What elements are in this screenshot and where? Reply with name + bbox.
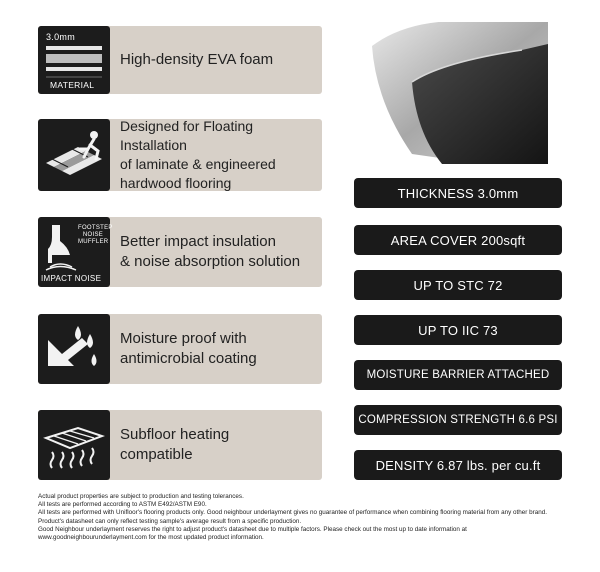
feature-line: hardwood flooring	[120, 175, 232, 191]
spec-thickness: THICKNESS 3.0mm	[354, 178, 562, 208]
footnote-line: Product's datasheet can only reflect testing sample's average result from a specific production.	[38, 517, 302, 525]
feature-card-heating	[38, 410, 322, 480]
impact-noise-label: IMPACT NOISE	[41, 274, 102, 283]
spec-density: DENSITY 6.87 lbs. per cu.ft	[354, 450, 562, 480]
footnote-line: Actual product properties are subject to production and testing tolerances.	[38, 493, 244, 500]
footnote-line: All tests are performed according to ASTM E492/ASTM E90.	[38, 501, 207, 509]
feature-card-material	[38, 26, 322, 94]
feature-text	[120, 314, 314, 384]
feature-line: Moisture proof with	[120, 330, 247, 347]
footstep-noise-muffler-icon	[38, 217, 113, 287]
feature-line: antimicrobial coating	[120, 350, 257, 367]
impact-icon-caption-line: MUFFLER	[78, 239, 109, 245]
feature-card-impact	[38, 217, 322, 287]
spec-iic: UP TO IIC 73	[354, 315, 562, 345]
feature-text	[120, 410, 314, 480]
material-layers-icon	[38, 26, 110, 94]
floating-installation-icon	[38, 119, 110, 191]
disclaimer-footnotes	[38, 493, 562, 542]
thickness-icon-label: 3.0mm	[46, 32, 76, 42]
impact-icon-caption-line: FOOTSTEP	[78, 225, 113, 231]
feature-card-floating	[38, 119, 322, 191]
feature-line: & noise absorption solution	[120, 253, 301, 270]
footnote-line: Good Neighbour underlayment reserves the right to adjust product's datasheet due to multiple factors. Please check out the most up to date information at www.goodneighbourunderlayment.com for the most updated product information.	[38, 525, 467, 542]
feature-card-moisture	[38, 314, 322, 384]
feature-line: of laminate & engineered	[120, 156, 276, 172]
material-icon-label: MATERIAL	[50, 80, 95, 90]
impact-icon-caption-line: NOISE	[82, 232, 104, 238]
feature-line: Better impact insulation	[120, 233, 276, 250]
underlayment-roll-image	[372, 22, 548, 164]
feature-line: Subfloor heating	[120, 426, 230, 443]
feature-text	[120, 119, 314, 191]
feature-line: High-density EVA foam	[120, 51, 274, 68]
feature-line: Designed for Floating Installation	[120, 118, 254, 153]
feature-text	[120, 217, 314, 287]
spec-area-cover: AREA COVER 200sqft	[354, 225, 562, 255]
spec-compression-strength: COMPRESSION STRENGTH 6.6 PSI	[354, 405, 562, 435]
impact-icon-caption	[78, 225, 113, 246]
subfloor-heating-icon	[38, 410, 110, 480]
feature-line: compatible	[120, 446, 193, 463]
spec-moisture-barrier: MOISTURE BARRIER ATTACHED	[354, 360, 562, 390]
feature-text	[120, 26, 314, 94]
footnote-line: All tests are performed with Unifloor's flooring products only. Good neighbour underlayment gives no guarantee of performance when combining flooring material from any other brand.	[38, 509, 547, 517]
moisture-proof-icon	[38, 314, 110, 384]
spec-stc: UP TO STC 72	[354, 270, 562, 300]
